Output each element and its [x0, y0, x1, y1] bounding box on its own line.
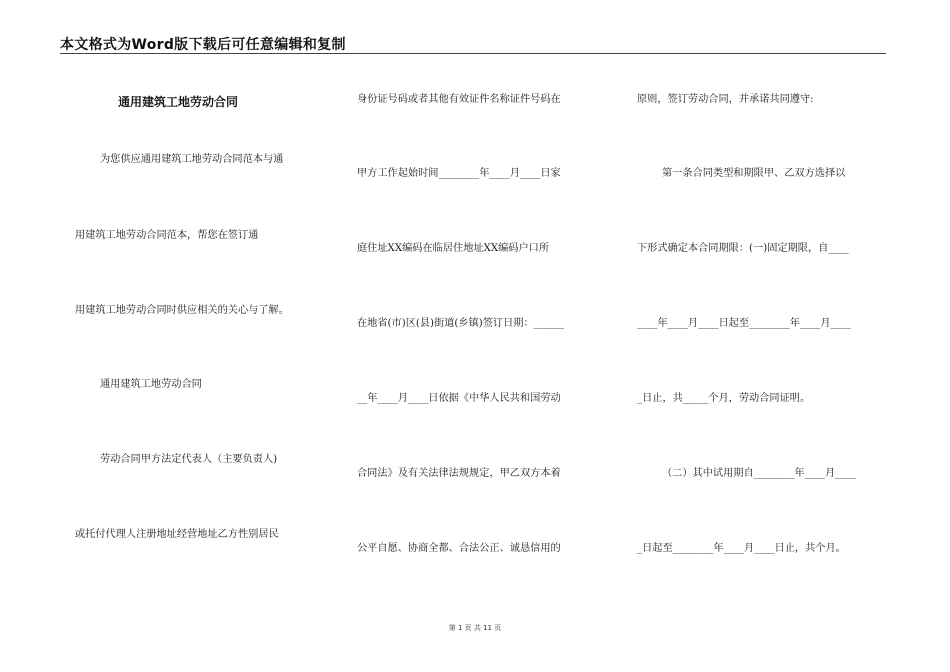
body-text-line: 劳动合同甲方法定代表人（主要负责人)	[100, 454, 278, 465]
body-text-line: __年____月____日依据《中华人民共和国劳动	[357, 393, 561, 404]
body-text-line: 原则，签订劳动合同，并承诺共同遵守:	[637, 94, 814, 105]
body-text-line: _日起至________年____月____日止，共个月。	[637, 543, 846, 554]
column-1	[75, 0, 335, 672]
body-text-line: _日止，共_____个月，劳动合同证明。	[637, 393, 811, 404]
body-text-line: 通用建筑工地劳动合同	[100, 379, 202, 390]
body-text-line: （二）其中试用期自________年____月____	[662, 468, 856, 479]
body-text-line: 甲方工作起始时间________年____月____日家	[357, 168, 561, 179]
body-text-line: 用建筑工地劳动合同范本，帮您在签订通	[75, 230, 259, 241]
body-text-line: 下形式确定本合同期限：(一)固定期限，自____	[637, 243, 849, 254]
column-2	[357, 0, 612, 672]
body-text-line: 公平自愿、协商全都、合法公正、诚恳信用的	[357, 543, 561, 554]
body-text-line: 或托付代理人注册地址经营地址乙方性别居民	[75, 529, 279, 540]
body-text-line: 在地省(市)区(县)街道(乡镇)签订日期：______	[357, 318, 565, 329]
body-text-line: 用建筑工地劳动合同时供应相关的关心与了解。	[75, 305, 289, 316]
document-title: 通用建筑工地劳动合同	[118, 95, 239, 109]
download-notice-banner: 本文格式为Word版下载后可任意编辑和复制	[60, 37, 346, 53]
body-text-line: ____年____月____日起至________年____月____	[637, 318, 851, 329]
page-number-footer: 第 1 页 共 11 页	[448, 624, 502, 632]
body-text-line: 为您供应通用建筑工地劳动合同范本与通	[100, 154, 284, 165]
body-text-line: 第一条合同类型和期限甲、乙双方选择以	[662, 168, 846, 179]
body-text-line: 身份证号码或者其他有效证件名称证件号码在	[357, 94, 561, 105]
body-text-line: 庭住址XX编码在临居住地址XX编码户口所	[357, 243, 550, 254]
body-text-line: 合同法》及有关法律法规规定，甲乙双方本着	[357, 468, 561, 479]
column-3	[637, 0, 889, 672]
